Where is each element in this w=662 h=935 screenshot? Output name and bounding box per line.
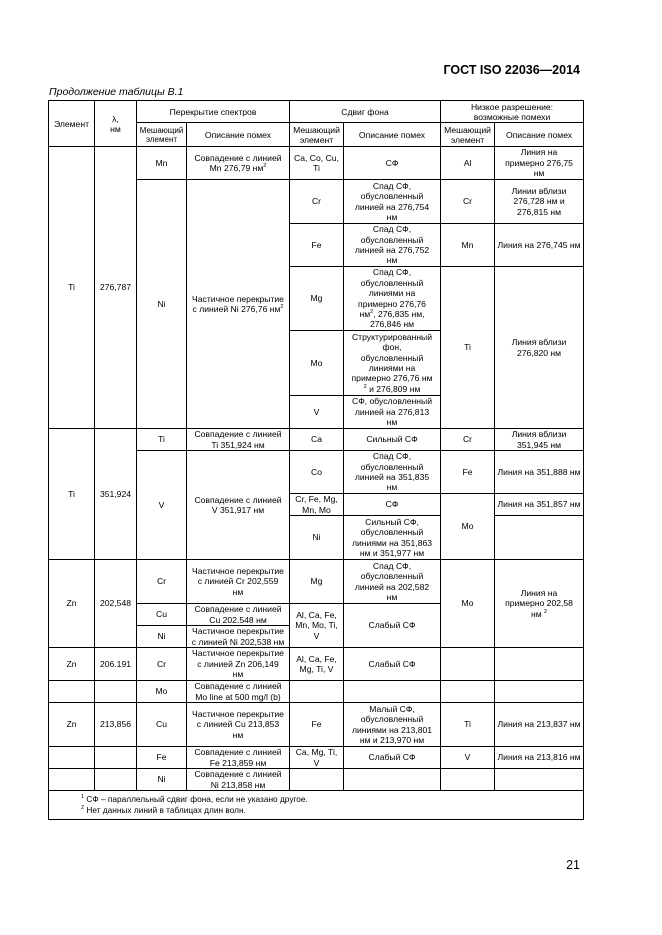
cell-sh-desc: Спад СФ, обусловленный линией на 351,835 нм (344, 451, 441, 494)
cell-sh-desc: Малый СФ, обусловленный линиями на 213,801 нм и 213,970 нм (344, 703, 441, 747)
cell-element: Ti (49, 429, 95, 560)
cell-sh-desc: Спад СФ, обусловленный линией на 202,582 нм (344, 560, 441, 604)
cell-ov-desc: Совпадение с линией Ti 351,924 нм (187, 429, 290, 451)
cell-element-empty (49, 747, 95, 769)
cell-sh-element: Ca, Co, Cu, Ti (290, 147, 344, 180)
cell-sh-desc: Слабый СФ (344, 648, 441, 681)
cell-lr-desc-empty (495, 648, 584, 681)
cell-sh-element: Al, Ca, Fe, Mg, Ti, V (290, 648, 344, 681)
cell-sh-element-empty (290, 769, 344, 791)
cell-sh-desc-empty (344, 769, 441, 791)
cell-lr-element-empty (441, 681, 495, 703)
cell-sh-desc: Спад СФ, обусловленный линией на 276,752 нм (344, 224, 441, 267)
table-row (49, 429, 584, 451)
footnote-1: $^1$ СФ – параллельный сдвиг фона, если не указано другое. (81, 794, 308, 804)
cell-lr-desc: Линия на 213,837 нм (495, 703, 584, 747)
interference-table (48, 100, 584, 820)
cell-sh-desc: СФ (344, 147, 441, 180)
cell-sh-element: Fe (290, 703, 344, 747)
cell-sh-element: Co (290, 451, 344, 494)
cell-lr-desc: Линии вблизи 276,728 нм и 276,815 нм (495, 180, 584, 224)
cell-lr-desc-empty (495, 681, 584, 703)
cell-sh-element: Mo (290, 331, 344, 396)
table-row (49, 681, 584, 703)
table-notes (49, 791, 584, 820)
cell-sh-element-empty (290, 681, 344, 703)
cell-lr-element: Fe (441, 451, 495, 494)
cell-sh-element: Fe (290, 224, 344, 267)
table-row (49, 560, 584, 604)
cell-sh-desc: Сильный СФ, обусловленный линиями на 351,863 нм и 351,977 нм (344, 516, 441, 560)
col-element: Элемент (49, 101, 95, 147)
cell-element: Zn (49, 703, 95, 747)
cell-lr-element-empty (441, 769, 495, 791)
cell-lr-desc-empty (495, 516, 584, 560)
col-shift: Сдвиг фона (290, 101, 441, 123)
cell-lr-element: Mn (441, 224, 495, 267)
cell-sh-element: Al, Ca, Fe, Mn, Mo, Ti, V (290, 604, 344, 648)
cell-sh-desc: Спад СФ, обусловленный линиями на примерно 276,76 $нм^2$, 276,835 нм, 276,846 нм (344, 267, 441, 331)
cell-sh-element: V (290, 396, 344, 429)
cell-wavelength: 206.191 (95, 648, 137, 681)
cell-sh-element: Cr (290, 180, 344, 224)
cell-sh-element: Mg (290, 267, 344, 331)
cell-lr-desc: Линия на 351,888 нм (495, 451, 584, 494)
col-ov-desc: Описание помех (187, 123, 290, 147)
cell-ov-desc: Частичное перекрытие с линией Ni 202,538 нм (187, 626, 290, 648)
cell-ov-element: Cu (137, 604, 187, 626)
col-lr-interfering: Мешающий элемент (441, 123, 495, 147)
cell-lr-desc: Линия вблизи 276,820 нм (495, 267, 584, 429)
cell-lr-element: Cr (441, 180, 495, 224)
cell-ov-element: Cr (137, 560, 187, 604)
cell-sh-desc: Спад СФ, обусловленный линией на 276,754 нм (344, 180, 441, 224)
cell-sh-element: Mg (290, 560, 344, 604)
cell-ov-element: Ni (137, 626, 187, 648)
table-continuation-caption: Продолжение таблицы В.1 (49, 86, 184, 98)
cell-element-empty (49, 681, 95, 703)
cell-lr-element: Ti (441, 267, 495, 429)
cell-ov-element: Ni (137, 769, 187, 791)
cell-ov-desc: Частичное перекрытие с линией Zn 206,149 нм (187, 648, 290, 681)
cell-element: Zn (49, 560, 95, 648)
page-number: 21 (566, 858, 580, 872)
cell-lr-element-empty (441, 648, 495, 681)
cell-ov-desc: Частичное перекрытие с линией Cr 202,559 нм (187, 560, 290, 604)
cell-sh-element: Ca (290, 429, 344, 451)
cell-element-empty (49, 769, 95, 791)
col-sh-desc: Описание помех (344, 123, 441, 147)
col-sh-interfering: Мешающий элемент (290, 123, 344, 147)
cell-ov-desc: Совпадение с линией V 351,917 нм (187, 451, 290, 560)
cell-wavelength: 213,856 (95, 703, 137, 747)
cell-ov-element: Mo (137, 681, 187, 703)
cell-sh-desc: Структурированный фон, обусловленный линиями на примерно 276,76 нм $^2$ и 276,809 нм (344, 331, 441, 396)
cell-wavelength-empty (95, 747, 137, 769)
cell-sh-desc: Сильный СФ (344, 429, 441, 451)
table-row (49, 703, 584, 747)
cell-ov-element: Ni (137, 180, 187, 429)
col-ov-interfering: Мешающий элемент (137, 123, 187, 147)
cell-ov-desc: Частичное перекрытие с линией Ni 276,76 $нм^2$ (187, 180, 290, 429)
cell-element: Ti (49, 147, 95, 429)
cell-sh-element: Cr, Fe, Mg, Mn, Mo (290, 494, 344, 516)
cell-ov-element: Fe (137, 747, 187, 769)
cell-sh-element: Ni (290, 516, 344, 560)
cell-sh-desc: Слабый СФ (344, 604, 441, 648)
cell-ov-desc: Частичное перекрытие с линией Cu 213,853 нм (187, 703, 290, 747)
cell-sh-desc-empty (344, 681, 441, 703)
cell-ov-element: V (137, 451, 187, 560)
cell-ov-element: Cu (137, 703, 187, 747)
cell-ov-desc: Совпадение с линией Mo line at 500 mg/l (b) (187, 681, 290, 703)
cell-lr-desc: Линия вблизи 351,945 нм (495, 429, 584, 451)
cell-lr-desc: Линия на 351,857 нм (495, 494, 584, 516)
footnote-2: $^2$ Нет данных линий в таблицах длин волн. (81, 805, 246, 815)
cell-sh-desc: СФ, обусловленный линией на 276,813 нм (344, 396, 441, 429)
col-overlap: Перекрытие спектров (137, 101, 290, 123)
cell-lr-desc: Линия на примерно 202,58 нм $^2$ (495, 560, 584, 648)
table-row (49, 747, 584, 769)
cell-wavelength: 351,924 (95, 429, 137, 560)
cell-lr-element: V (441, 747, 495, 769)
cell-ov-element: Cr (137, 648, 187, 681)
cell-ov-element: Ti (137, 429, 187, 451)
cell-wavelength-empty (95, 681, 137, 703)
footnotes (49, 791, 584, 820)
table-row (49, 648, 584, 681)
cell-ov-desc: Совпадение с линией Ni 213,858 нм (187, 769, 290, 791)
table-row (49, 147, 584, 180)
header-row (49, 101, 584, 123)
cell-ov-desc: Совпадение с линией Cu 202.548 нм (187, 604, 290, 626)
cell-wavelength: 276,787 (95, 147, 137, 429)
cell-lr-element: Mo (441, 494, 495, 560)
cell-lr-element: Cr (441, 429, 495, 451)
cell-sh-desc: СФ (344, 494, 441, 516)
cell-lr-desc: Линия на 213,816 нм (495, 747, 584, 769)
cell-ov-desc: Совпадение с линией Fe 213,859 нм (187, 747, 290, 769)
cell-lr-element: Ti (441, 703, 495, 747)
cell-lr-element: Al (441, 147, 495, 180)
cell-element: Zn (49, 648, 95, 681)
document-id: ГОСТ ISO 22036—2014 (443, 63, 580, 77)
cell-lr-desc: Линия на примерно 276,75 нм (495, 147, 584, 180)
cell-sh-desc: Слабый СФ (344, 747, 441, 769)
cell-wavelength: 202,548 (95, 560, 137, 648)
cell-wavelength-empty (95, 769, 137, 791)
cell-ov-element: Mn (137, 147, 187, 180)
col-wavelength: λ, нм (95, 101, 137, 147)
cell-lr-element: Mo (441, 560, 495, 648)
cell-lr-desc-empty (495, 769, 584, 791)
col-lr-desc: Описание помех (495, 123, 584, 147)
table-row (49, 769, 584, 791)
col-lowres: Низкое разрешение: возможные помехи (441, 101, 584, 123)
cell-lr-desc: Линия на 276,745 нм (495, 224, 584, 267)
cell-sh-element: Ca, Mg, Ti, V (290, 747, 344, 769)
cell-ov-desc: Совпадение с линией Mn 276,79 $нм^2$ (187, 147, 290, 180)
